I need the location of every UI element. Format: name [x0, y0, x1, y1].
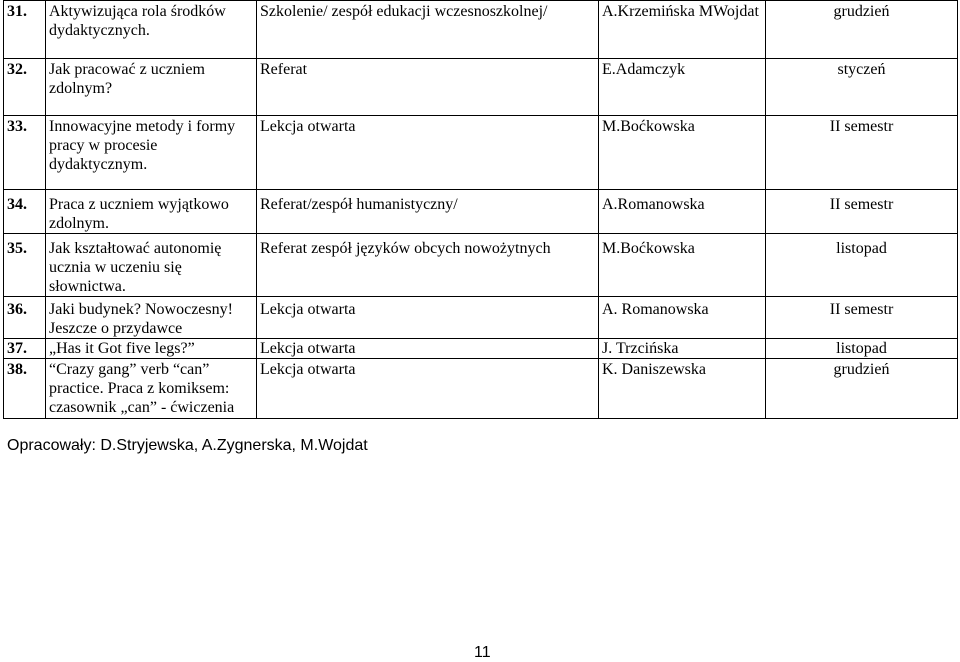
person-cell: K. Daniszewska [599, 359, 766, 419]
person-cell: M.Boćkowska [599, 116, 766, 190]
form-cell: Referat/zespół humanistyczny/ [257, 190, 599, 234]
table-row [4, 234, 958, 297]
date-cell: listopad [766, 339, 958, 359]
topic-cell: “Crazy gang” verb “can” practice. Praca z komiksem: czasownik „can” - ćwiczenia [46, 359, 257, 419]
person-cell: E.Adamczyk [599, 59, 766, 116]
date-cell: styczeń [766, 59, 958, 116]
person-cell: A. Romanowska [599, 297, 766, 339]
person-cell: M.Boćkowska [599, 234, 766, 297]
form-cell: Referat zespół języków obcych nowożytnych [257, 234, 599, 297]
form-cell: Lekcja otwarta [257, 359, 599, 419]
table-row [4, 190, 958, 234]
row-number: 38. [4, 359, 46, 419]
row-number: 34. [4, 190, 46, 234]
date-cell: grudzień [766, 359, 958, 419]
topic-cell: Innowacyjne metody i formy pracy w procesie dydaktycznym. [46, 116, 257, 190]
page-number: 11 [474, 644, 491, 661]
person-cell: A.Krzemińska MWojdat [599, 1, 766, 59]
table-row [4, 59, 958, 116]
table-row [4, 359, 958, 419]
row-number: 36. [4, 297, 46, 339]
topic-cell: Aktywizująca rola środków dydaktycznych. [46, 1, 257, 59]
row-number: 31. [4, 1, 46, 59]
form-cell: Lekcja otwarta [257, 116, 599, 190]
topic-cell: Jak kształtować autonomię ucznia w uczeniu się słownictwa. [46, 234, 257, 297]
form-cell: Referat [257, 59, 599, 116]
form-cell: Szkolenie/ zespół edukacji wczesnoszkolnej/ [257, 1, 599, 59]
table-row [4, 339, 958, 359]
table-row [4, 1, 958, 59]
topic-cell: Jaki budynek? Nowoczesny! Jeszcze o przydawce [46, 297, 257, 339]
date-cell: grudzień [766, 1, 958, 59]
prepared-by-note: Opracowały: D.Stryjewska, A.Zygnerska, M.Wojdat [7, 437, 368, 454]
date-cell: II semestr [766, 297, 958, 339]
date-cell: II semestr [766, 116, 958, 190]
person-cell: J. Trzcińska [599, 339, 766, 359]
person-cell: A.Romanowska [599, 190, 766, 234]
table-row [4, 116, 958, 190]
topic-cell: Jak pracować z uczniem zdolnym? [46, 59, 257, 116]
table-row [4, 297, 958, 339]
form-cell: Lekcja otwarta [257, 297, 599, 339]
topic-cell: Praca z uczniem wyjątkowo zdolnym. [46, 190, 257, 234]
row-number: 35. [4, 234, 46, 297]
plan-table [3, 0, 958, 419]
row-number: 37. [4, 339, 46, 359]
form-cell: Lekcja otwarta [257, 339, 599, 359]
topic-cell: „Has it Got five legs?” [46, 339, 257, 359]
date-cell: II semestr [766, 190, 958, 234]
row-number: 32. [4, 59, 46, 116]
date-cell: listopad [766, 234, 958, 297]
row-number: 33. [4, 116, 46, 190]
